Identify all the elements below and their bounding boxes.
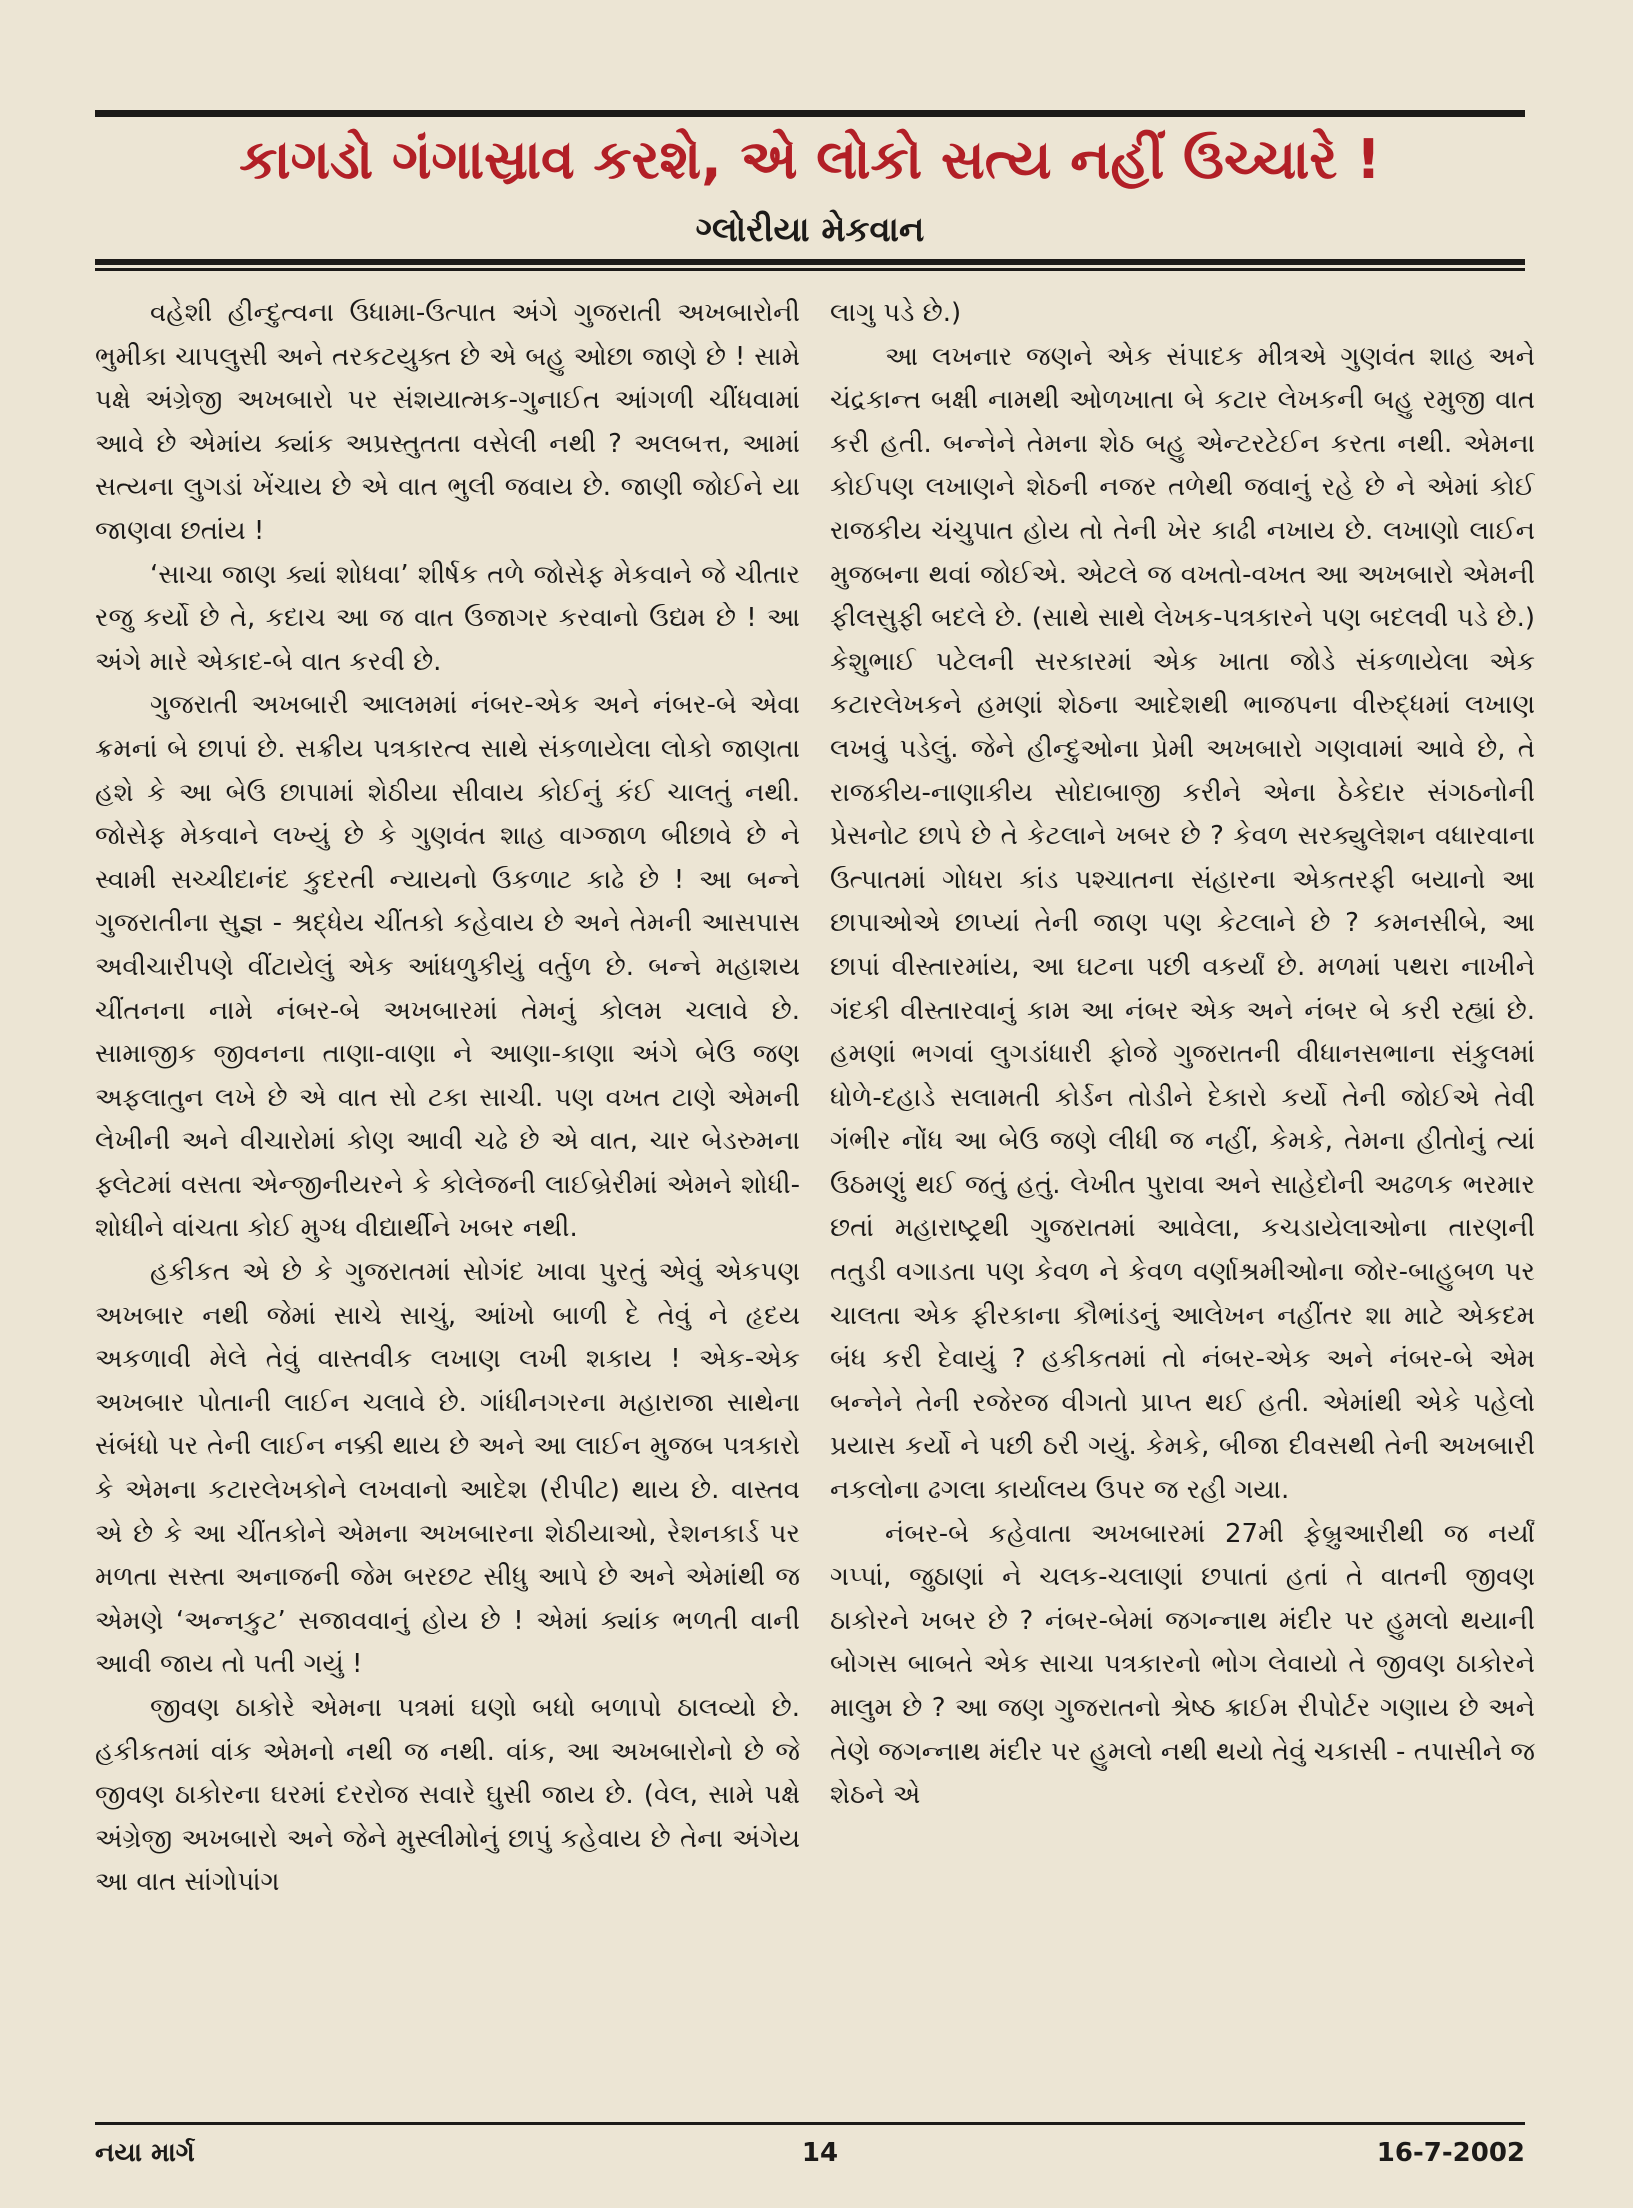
left-column: [95, 292, 800, 2097]
article-author: ગ્લોરીયા મેકવાન: [695, 210, 925, 250]
paragraph: આ લખનાર જણને એક સંપાદક મીત્રએ ગુણવંત શાહ અને ચંદ્રકાન્ત બક્ષી નામથી ઓળખાતા બે કટાર લેખકની બહુ રમુજી વાત કરી હતી. બન્નેને તેમના શેઠ બહુ એન્ટરટેઈન કરતા નથી. એમના કોઈપણ લખાણને શેઠની નજર તળેથી જવાનું રહે છે ને એમાં કોઈ રાજકીય ચંચુપાત હોય તો તેની ખેર કાઢી નખાય છે. લખાણો લાઈન મુજબના થવાં જોઈએ. એટલે જ વખતો-વખત આ અખબારો એમની ફીલસુફી બદલે છે. (સાથે સાથે લેખક-પત્રકારને પણ બદલવી પડે છે.) કેશુભાઈ પટેલની સરકારમાં એક ખાતા જોડે સંકળાયેલા એક કટારલેખકને હમણાં શેઠના આદેશથી ભાજપના વીરુદ્ધમાં લખાણ લખવું પડેલું. જેને હીન્દુઓના પ્રેમી અખબારો ગણવામાં આવે છે, તે રાજકીય-નાણાકીય સોદાબાજી કરીને એના ઠેકેદાર સંગઠનોની પ્રેસનોટ છાપે છે તે કેટલાને ખબર છે ? કેવળ સરક્યુલેશન વધારવાના ઉત્પાતમાં ગોધરા કાંડ પશ્ચાતના સંહારના એકતરફી બયાનો આ છાપાઓએ છાપ્યાં તેની જાણ પણ કેટલાને છે ? કમનસીબે, આ છાપાં વીસ્તારમાંય, આ ઘટના પછી વકર્યાં છે. મળમાં પથરા નાખીને ગંદકી વીસ્તારવાનું કામ આ નંબર એક અને નંબર બે કરી રહ્યાં છે. હમણાં ભગવાં લુગડાંધારી ફોજે ગુજરાતની વીધાનસભાના સંકુલમાં ધોળે-દહાડે સલામતી કોર્ડન તોડીને દેકારો કર્યો તેની જોઈએ તેવી ગંભીર નોંધ આ બેઉ જણે લીધી જ નહીં, કેમકે, તેમના હીતોનું ત્યાં ઉઠમણું થઈ જતું હતું. લેખીત પુરાવા અને સાહેદોની અઢળક ભરમાર છતાં મહારાષ્ટ્રથી ગુજરાતમાં આવેલા, કચડાયેલાઓના તારણની તતુડી વગાડતા પણ કેવળ ને કેવળ વર્ણાશ્રમીઓના જોર-બાહુબળ પર ચાલતા એક ફીરકાના કૌભાંડનું આલેખન નહીંતર શા માટે એકદમ બંધ કરી દેવાયું ? હકીકતમાં તો નંબર-એક અને નંબર-બે એમ બન્નેને તેની રજેરજ વીગતો પ્રાપ્ત થઈ હતી. એમાંથી એકે પહેલો પ્રયાસ કર્યો ને પછી ઠરી ગયું. કેમકે, બીજા દીવસથી તેની અખબારી નકલોના ઢગલા કાર્યાલય ઉપર જ રહી ગયા.: [830, 341, 1535, 1506]
paragraph: લાગુ પડે છે.): [830, 298, 962, 328]
footer-page-number: 14: [801, 2138, 839, 2168]
paragraph: નંબર-બે કહેવાતા અખબારમાં 27મી ફેબ્રુઆરીથી જ નર્યાં ગપ્પાં, જુઠાણાં ને ચલક-ચલાણાં છપાતાં હતાં તે વાતની જીવણ ઠાકોરને ખબર છે ? નંબર-બેમાં જગન્નાથ મંદીર પર હુમલો થયાની બોગસ બાબતે એક સાચા પત્રકારનો ભોગ લેવાયો તે જીવણ ઠાકોરને માલુમ છે ? આ જણ ગુજરાતનો શ્રેષ્ઠ ક્રાઈમ રીપોર્ટર ગણાય છે અને તેણે જગન્નાથ મંદીર પર હુમલો નથી થયો તેવું ચકાસી - તપાસીને જ શેઠને એ: [830, 1518, 1535, 1811]
header-rule-thin: [95, 268, 1525, 271]
header-rule-thick: [95, 259, 1525, 265]
paragraph: વહેશી હીન્દુત્વના ઉધામા-ઉત્પાત અંગે ગુજરાતી અખબારોની ભુમીકા ચાપલુસી અને તરકટયુક્ત છે એ બહુ ઓછા જાણે છે ! સામે પક્ષે અંગ્રેજી અખબારો પર સંશયાત્મક-ગુનાઈત આંગળી ચીંધવામાં આવે છે એમાંય ક્યાંક અપ્રસ્તુતતા વસેલી નથી ? અલબત્ત, આમાં સત્યના લુગડાં ખેંચાય છે એ વાત ભુલી જવાય છે. જાણી જોઈને યા જાણવા છતાંય !: [95, 298, 800, 546]
footer-date: 16-7-2002: [1376, 2138, 1525, 2168]
article-title: કાગડો ગંગાસ્રાવ કરશે, એ લોકો સત્ય નહીં ઉચ્ચારે !: [239, 128, 1381, 191]
right-column: [830, 292, 1535, 2097]
paragraph: જીવણ ઠાકોરે એમના પત્રમાં ઘણો બધો બળાપો ઠાલવ્યો છે. હકીકતમાં વાંક એમનો નથી જ નથી. વાંક, આ અખબારોનો છે જે જીવણ ઠાકોરના ઘરમાં દરરોજ સવારે ઘુસી જાય છે. (વેલ, સામે પક્ષે અંગ્રેજી અખબારો અને જેને મુસ્લીમોનું છાપું કહેવાય છે તેના અંગેય આ વાત સાંગોપાંગ: [95, 1693, 800, 1898]
top-rule: [95, 110, 1525, 117]
paragraph: ગુજરાતી અખબારી આલમમાં નંબર-એક અને નંબર-બે એવા ક્રમનાં બે છાપાં છે. સક્રીય પત્રકારત્વ સાથે સંકળાયેલા લોકો જાણતા હશે કે આ બેઉ છાપામાં શેઠીયા સીવાય કોઈનું કંઈ ચાલતું નથી. જોસેફ મેકવાને લખ્યું છે કે ગુણવંત શાહ વાગ્જાળ બીછાવે છે ને સ્વામી સચ્ચીદાનંદ કુદરતી ન્યાયનો ઉકળાટ કાઢે છે ! આ બન્ને ગુજરાતીના સુજ્ઞ - શ્રદ્ધેય ચીંતકો કહેવાય છે અને તેમની આસપાસ અવીચારીપણે વીંટાયેલું એક આંધળુકીયું વર્તુળ છે. બન્ને મહાશય ચીંતનના નામે નંબર-બે અખબારમાં તેમનું કોલમ ચલાવે છે. સામાજીક જીવનના તાણા-વાણા ને આણા-કાણા અંગે બેઉ જણ અફલાતુન લખે છે એ વાત સો ટકા સાચી. પણ વખત ટાણે એમની લેખીની અને વીચારોમાં કોણ આવી ચઢે છે એ વાત, ચાર બેડરુમના ફ્લેટમાં વસતા એન્જીનીયરને કે કોલેજની લાઈબ્રેરીમાં એમને શોધી- શોધીને વાંચતા કોઈ મુગ્ધ વીદ્યાર્થીને ખબર નથી.: [95, 690, 800, 1244]
paragraph: ‘સાચા જાણ ક્યાં શોધવા’ શીર્ષક તળે જોસેફ મેકવાને જે ચીતાર રજુ કર્યો છે તે, કદાચ આ જ વાત ઉજાગર કરવાનો ઉદ્યમ છે ! આ અંગે મારે એકાદ-બે વાત કરવી છે.: [95, 559, 800, 677]
paragraph: હકીકત એ છે કે ગુજરાતમાં સોગંદ ખાવા પુરતું એવું એકપણ અખબાર નથી જેમાં સાચે સાચું, આંખો બાળી દે તેવું ને હૃદય અકળાવી મેલે તેવું વાસ્તવીક લખાણ લખી શકાય ! એક-એક અખબાર પોતાની લાઈન ચલાવે છે. ગાંધીનગરના મહારાજા સાથેના સંબંધો પર તેની લાઈન નક્કી થાય છે અને આ લાઈન મુજબ પત્રકારો કે એમના કટારલેખકોને લખવાનો આદેશ (રીપીટ) થાય છે. વાસ્તવ એ છે કે આ ચીંતકોને એમના અખબારના શેઠીયાઓ, રેશનકાર્ડ પર મળતા સસ્તા અનાજની જેમ બરછટ સીધુ આપે છે અને એમાંથી જ એમણે ‘અન્નકુટ’ સજાવવાનું હોય છે ! એમાં ક્યાંક ભળતી વાની આવી જાય તો પતી ગયું !: [95, 1257, 800, 1680]
footer-rule: [95, 2122, 1525, 2125]
footer-publication: નયા માર્ગ: [95, 2138, 195, 2168]
